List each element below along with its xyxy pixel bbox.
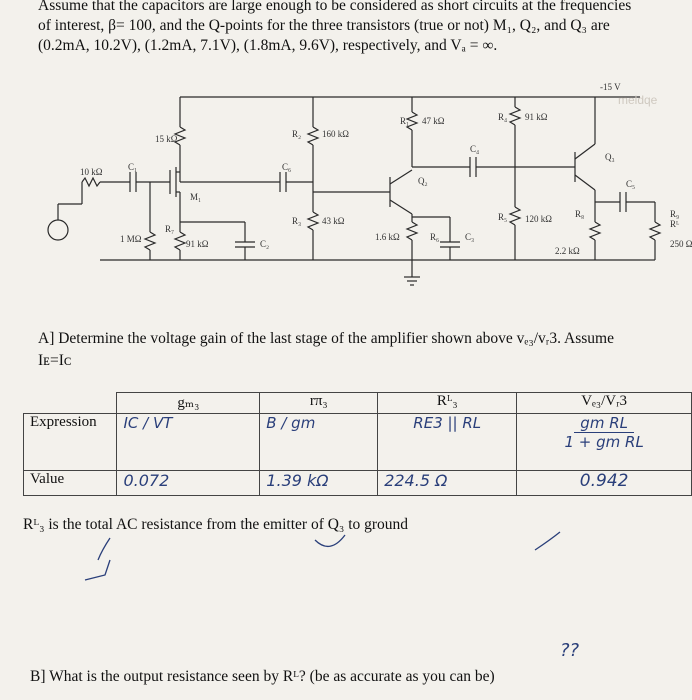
label-91k-top: 91 kΩ [525, 112, 548, 122]
label-10k: 10 kΩ [80, 167, 103, 177]
part-a-line-1: A] Determine the voltage gain of the last stage of the amplifier shown above vₑ₃/vᵣ3. Assume [38, 330, 614, 347]
expr-gain-denominator: 1 + gm RL [564, 433, 644, 451]
label-R8: R₈ [575, 209, 585, 219]
label-47k: 47 kΩ [422, 116, 445, 126]
part-a-line-2: Iᴇ=Iᴄ [38, 352, 72, 369]
label-91k: 91 kΩ [186, 239, 209, 249]
part-b: B] What is the output resistance seen by Rᴸ? (be as accurate as you can be) [30, 668, 495, 685]
value-gm: 0.072 [117, 471, 260, 496]
problem-line-1: Assume that the capacitors are large enough to be considered as short circuits at the frequencies [38, 0, 632, 14]
row-label-expression: Expression [24, 414, 117, 471]
expr-rl: RE3 || RL [378, 414, 517, 471]
label-R4: R₄ [498, 112, 508, 122]
label-R6: R₆ [430, 232, 440, 242]
label-R5: R₅ [498, 212, 508, 222]
label-R2: R₂ [292, 129, 302, 139]
corner-cell [24, 393, 117, 414]
label-RL: Rᴸ [670, 219, 680, 229]
value-rl: 224.5 Ω [378, 471, 517, 496]
label-15k: 15 kΩ [155, 134, 178, 144]
label-C6: C₆ [282, 162, 292, 172]
label-C4: C₄ [470, 144, 480, 154]
header-gm: gₘ₃ [117, 393, 260, 414]
answer-table [23, 392, 692, 496]
label-160k: 160 kΩ [322, 129, 349, 139]
label-43k: 43 kΩ [322, 216, 345, 226]
label-C5: C₅ [626, 179, 636, 189]
label-1-6k: 1.6 kΩ [375, 232, 400, 242]
problem-line-2: of interest, β= 100, and the Q-points for the three transistors (true or not) M₁, Q₂, and Q₃ are [38, 17, 610, 34]
header-rl: Rᴸ₃ [378, 393, 517, 414]
circuit-diagram [30, 82, 692, 292]
label-C1: C₁ [128, 162, 138, 172]
question-scribble: ?? [560, 640, 580, 661]
expr-gm: IC / VT [117, 414, 260, 471]
label-R3: R₃ [292, 216, 302, 226]
row-label-value: Value [24, 471, 117, 496]
label-R9: R₉ [670, 209, 680, 219]
value-gain: 0.942 [517, 471, 692, 496]
label-1M: 1 MΩ [120, 234, 142, 244]
expr-gain [517, 414, 692, 471]
label-120k: 120 kΩ [525, 214, 552, 224]
rl3-note: Rᴸ₃ is the total AC resistance from the emitter of Q₃ to ground [23, 516, 409, 533]
problem-line-3: (0.2mA, 10.2V), (1.2mA, 7.1V), (1.8mA, 9.6V), respectively, and Vₐ = ∞. [38, 37, 498, 54]
value-rpi: 1.39 kΩ [260, 471, 378, 496]
label-C2: C₂ [260, 239, 270, 249]
expr-rpi: B / gm [260, 414, 378, 471]
label-250: 250 Ω [670, 239, 692, 249]
expr-gain-numerator: gm RL [574, 414, 634, 433]
watermark: meldqe [618, 93, 658, 107]
label-C3: C₃ [465, 232, 475, 242]
handwritten-check-marks [80, 520, 600, 600]
label-Q2: Q₂ [418, 176, 428, 186]
header-gain: Vₑ₃/Vᵣ3 [517, 393, 692, 414]
label-Q3: Q₃ [605, 152, 615, 162]
label-M1: M₁ [190, 192, 202, 202]
supply-label: -15 V [600, 82, 621, 92]
label-R1: R₁ [400, 116, 410, 126]
header-rpi: rπ₃ [260, 393, 378, 414]
label-R7: R₇ [165, 224, 175, 234]
label-2-2k: 2.2 kΩ [555, 246, 580, 256]
